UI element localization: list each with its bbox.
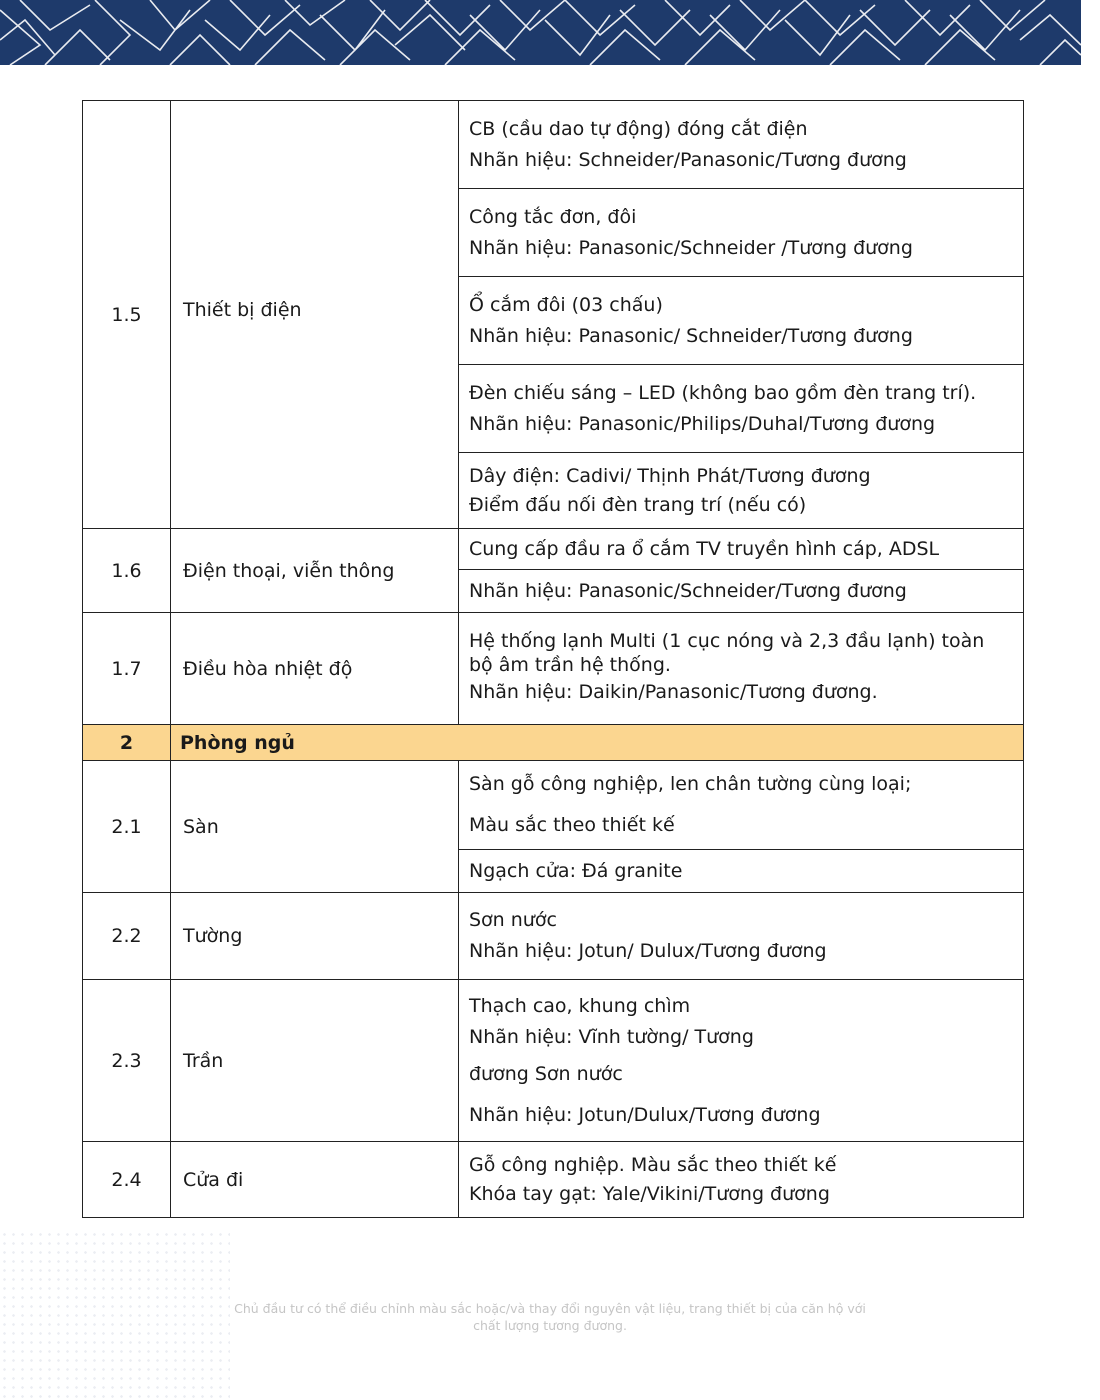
detail-cell [459,893,1024,980]
table-row [83,529,1024,570]
row-item-name: Tường [171,893,459,980]
detail-cell [459,189,1024,277]
detail-line: Điểm đấu nối đèn trang trí (nếu có) [469,494,807,516]
table-row [83,893,1024,980]
footer-line: chất lượng tương đương. [473,1318,627,1333]
detail-cell [459,1142,1024,1218]
detail-line: Nhãn hiệu: Panasonic/Schneider /Tương đương [469,236,913,259]
detail-line: Nhãn hiệu: Vĩnh tường/ Tương [469,1025,754,1048]
table-row [83,1142,1024,1218]
row-item-name: Điện thoại, viễn thông [171,529,459,613]
row-number: 2.3 [83,980,171,1142]
table-row [83,980,1024,1142]
footer-line: Chủ đầu tư có thể điều chỉnh màu sắc hoặc/và thay đổi nguyên vật liệu, trang thiết bị của căn hộ với [234,1301,866,1316]
detail-line: Khóa tay gạt: Yale/Vikini/Tương đương [469,1183,830,1205]
row-number: 2.1 [83,761,171,893]
detail-cell [459,761,1024,850]
row-number: 2.2 [83,893,171,980]
detail-line: CB (cầu dao tự động) đóng cắt điện [469,117,808,140]
detail-line: Nhãn hiệu: Panasonic/Philips/Duhal/Tương đương [469,412,936,435]
detail-line: Sàn gỗ công nghiệp, len chân tường cùng loại; [469,773,912,795]
detail-line: Nhãn hiệu: Daikin/Panasonic/Tương đương. [469,681,878,703]
detail-line: Nhãn hiệu: Schneider/Panasonic/Tương đương [469,148,907,171]
row-number: 1.6 [83,529,171,613]
detail-line: Nhãn hiệu: Panasonic/ Schneider/Tương đương [469,324,913,347]
detail-line: Gỗ công nghiệp. Màu sắc theo thiết kế [469,1154,837,1176]
row-item-name: Thiết bị điện [171,101,459,529]
header-banner [0,0,1081,65]
detail-cell [459,613,1024,725]
table-row [83,101,1024,189]
detail-cell [459,453,1024,529]
row-item-name: Trần [171,980,459,1142]
footer-disclaimer [200,1300,900,1334]
detail-line: Ổ cắm đôi (03 chấu) [469,293,663,316]
section-title: Phòng ngủ [171,725,1024,761]
row-number: 1.5 [83,101,171,529]
section-number: 2 [83,725,171,761]
row-number: 2.4 [83,1142,171,1218]
detail-line: Nhãn hiệu: Jotun/Dulux/Tương đương [469,1103,821,1126]
detail-line: Công tắc đơn, đôi [469,205,637,228]
detail-line: Nhãn hiệu: Jotun/ Dulux/Tương đương [469,940,827,962]
detail-line: Dây điện: Cadivi/ Thịnh Phát/Tương đương [469,465,871,487]
detail-cell [459,277,1024,365]
detail-line: Thạch cao, khung chìm [469,994,691,1017]
detail-line: Ngạch cửa: Đá granite [469,859,683,882]
table-row [83,761,1024,850]
detail-cell [459,980,1024,1142]
row-item-name: Cửa đi [171,1142,459,1218]
detail-line: Sơn nước [469,909,557,931]
table-row [83,613,1024,725]
detail-line: Nhãn hiệu: Panasonic/Schneider/Tương đương [469,579,907,602]
geometric-pattern-icon [0,0,1081,65]
detail-line: Cung cấp đầu ra ổ cắm TV truyền hình cáp, ADSL [469,537,940,560]
detail-line: Hệ thống lạnh Multi (1 cục nóng và 2,3 đầu lạnh) toàn bộ âm trần hệ thống. [469,630,985,676]
specification-table [82,100,1024,1218]
row-item-name: Sàn [171,761,459,893]
detail-line: Màu sắc theo thiết kế [469,814,675,836]
detail-line: đương Sơn nước [469,1062,623,1085]
detail-line: Đèn chiếu sáng – LED (không bao gồm đèn trang trí). [469,381,977,404]
detail-cell [459,570,1024,613]
section-header-row [83,725,1024,761]
detail-cell [459,101,1024,189]
decorative-dot-pattern [0,1230,230,1400]
detail-cell [459,365,1024,453]
row-number: 1.7 [83,613,171,725]
detail-cell [459,529,1024,570]
row-item-name: Điều hòa nhiệt độ [171,613,459,725]
detail-cell [459,850,1024,893]
